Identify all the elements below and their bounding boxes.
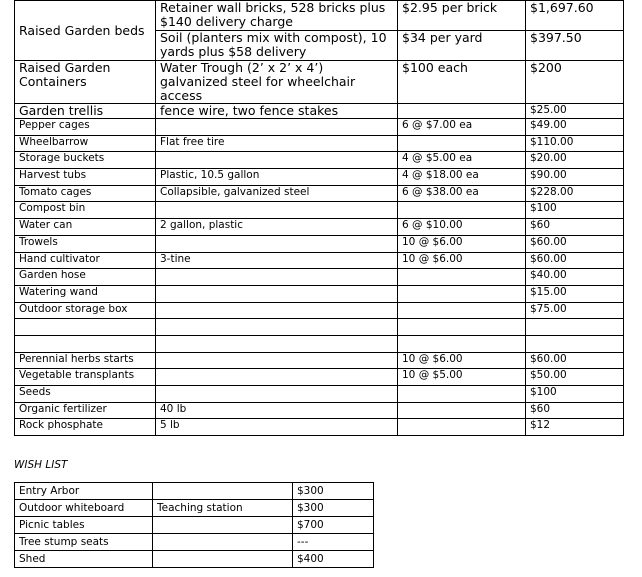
total-cell — [526, 319, 624, 336]
table-row — [15, 235, 624, 252]
description-cell: Flat free tire — [156, 135, 398, 152]
unit-price-cell — [398, 285, 526, 302]
total-cell: $49.00 — [526, 119, 624, 136]
description-cell: Soil (planters mix with compost), 10 yards plus $58 delivery — [156, 31, 398, 61]
description-cell: Water Trough (2’ x 2’ x 4’) galvanized steel for wheelchair access — [156, 61, 398, 104]
description-cell — [156, 119, 398, 136]
total-cell: $15.00 — [526, 285, 624, 302]
unit-price-cell: 4 @ $5.00 ea — [398, 152, 526, 169]
item-cell: Seeds — [15, 386, 156, 403]
wish-description-cell: Teaching station — [153, 500, 293, 517]
table-row — [15, 402, 624, 419]
table-row — [15, 185, 624, 202]
wish-price-cell: $300 — [293, 483, 374, 500]
total-cell: $20.00 — [526, 152, 624, 169]
wish-list-row — [15, 517, 374, 534]
table-row — [15, 386, 624, 403]
item-cell: Storage buckets — [15, 152, 156, 169]
total-cell: $12 — [526, 419, 624, 436]
wish-description-cell — [153, 517, 293, 534]
wish-item-cell: Outdoor whiteboard — [15, 500, 153, 517]
description-cell: 40 lb — [156, 402, 398, 419]
description-cell — [156, 319, 398, 336]
total-cell: $60.00 — [526, 252, 624, 269]
item-cell: Garden hose — [15, 269, 156, 286]
description-cell — [156, 269, 398, 286]
description-cell — [156, 202, 398, 219]
total-cell: $397.50 — [526, 31, 624, 61]
total-cell: $60 — [526, 219, 624, 236]
description-cell — [156, 386, 398, 403]
item-cell: Hand cultivator — [15, 252, 156, 269]
description-cell: fence wire, two fence stakes — [156, 104, 398, 119]
table-row — [15, 152, 624, 169]
total-cell: $110.00 — [526, 135, 624, 152]
table-row — [15, 269, 624, 286]
unit-price-cell — [398, 402, 526, 419]
wish-list-title: WISH LIST — [14, 459, 68, 471]
item-cell: Vegetable transplants — [15, 369, 156, 386]
supply-budget-table — [14, 0, 624, 436]
item-cell: Wheelbarrow — [15, 135, 156, 152]
unit-price-cell — [398, 202, 526, 219]
unit-price-cell — [398, 319, 526, 336]
unit-price-cell — [398, 135, 526, 152]
total-cell: $60.00 — [526, 352, 624, 369]
table-row — [15, 119, 624, 136]
description-cell: 2 gallon, plastic — [156, 219, 398, 236]
table-row — [15, 252, 624, 269]
item-cell: Pepper cages — [15, 119, 156, 136]
total-cell — [526, 335, 624, 352]
unit-price-cell: $2.95 per brick — [398, 1, 526, 31]
item-cell — [15, 319, 156, 336]
description-cell: 5 lb — [156, 419, 398, 436]
unit-price-cell: 6 @ $10.00 — [398, 219, 526, 236]
item-cell: Watering wand — [15, 285, 156, 302]
description-cell: 3-tine — [156, 252, 398, 269]
description-cell — [156, 302, 398, 319]
unit-price-cell: 6 @ $7.00 ea — [398, 119, 526, 136]
wish-list-row — [15, 551, 374, 568]
unit-price-cell: $100 each — [398, 61, 526, 104]
table-row — [15, 352, 624, 369]
item-cell: Perennial herbs starts — [15, 352, 156, 369]
total-cell: $1,697.60 — [526, 1, 624, 31]
unit-price-cell: 10 @ $6.00 — [398, 235, 526, 252]
table-row — [15, 104, 624, 119]
wish-price-cell: --- — [293, 534, 374, 551]
item-cell: Outdoor storage box — [15, 302, 156, 319]
item-cell: Water can — [15, 219, 156, 236]
total-cell: $60.00 — [526, 235, 624, 252]
table-row — [15, 61, 624, 104]
description-cell — [156, 235, 398, 252]
total-cell: $25.00 — [526, 104, 624, 119]
unit-price-cell — [398, 104, 526, 119]
description-cell: Plastic, 10.5 gallon — [156, 169, 398, 186]
table-row — [15, 219, 624, 236]
total-cell: $75.00 — [526, 302, 624, 319]
unit-price-cell: 10 @ $6.00 — [398, 252, 526, 269]
description-cell — [156, 152, 398, 169]
item-cell: Garden trellis — [15, 104, 156, 119]
description-cell — [156, 352, 398, 369]
item-cell: Compost bin — [15, 202, 156, 219]
total-cell: $200 — [526, 61, 624, 104]
item-cell — [15, 335, 156, 352]
unit-price-cell — [398, 302, 526, 319]
table-row — [15, 369, 624, 386]
total-cell: $50.00 — [526, 369, 624, 386]
table-row — [15, 169, 624, 186]
description-cell — [156, 369, 398, 386]
total-cell: $60 — [526, 402, 624, 419]
table-row — [15, 135, 624, 152]
item-cell: Organic fertilizer — [15, 402, 156, 419]
unit-price-cell — [398, 419, 526, 436]
total-cell: $90.00 — [526, 169, 624, 186]
table-row — [15, 1, 624, 31]
wish-list-row — [15, 500, 374, 517]
table-row — [15, 285, 624, 302]
item-cell: Raised Garden beds — [15, 1, 156, 61]
total-cell: $228.00 — [526, 185, 624, 202]
unit-price-cell — [398, 269, 526, 286]
item-cell: Rock phosphate — [15, 419, 156, 436]
table-row — [15, 335, 624, 352]
description-cell: Collapsible, galvanized steel — [156, 185, 398, 202]
total-cell: $100 — [526, 202, 624, 219]
total-cell: $100 — [526, 386, 624, 403]
unit-price-cell — [398, 335, 526, 352]
description-cell: Retainer wall bricks, 528 bricks plus $140 delivery charge — [156, 1, 398, 31]
table-row — [15, 419, 624, 436]
wish-description-cell — [153, 551, 293, 568]
wish-price-cell: $400 — [293, 551, 374, 568]
unit-price-cell: 6 @ $38.00 ea — [398, 185, 526, 202]
unit-price-cell: 4 @ $18.00 ea — [398, 169, 526, 186]
wish-item-cell: Tree stump seats — [15, 534, 153, 551]
wish-list-row — [15, 483, 374, 500]
wish-list-table — [14, 482, 374, 568]
wish-list-row — [15, 534, 374, 551]
table-row — [15, 202, 624, 219]
unit-price-cell — [398, 386, 526, 403]
unit-price-cell: 10 @ $5.00 — [398, 369, 526, 386]
description-cell — [156, 285, 398, 302]
wish-price-cell: $700 — [293, 517, 374, 534]
wish-item-cell: Entry Arbor — [15, 483, 153, 500]
unit-price-cell: 10 @ $6.00 — [398, 352, 526, 369]
item-cell: Raised Garden Containers — [15, 61, 156, 104]
wish-price-cell: $300 — [293, 500, 374, 517]
total-cell: $40.00 — [526, 269, 624, 286]
description-cell — [156, 335, 398, 352]
unit-price-cell: $34 per yard — [398, 31, 526, 61]
table-row — [15, 302, 624, 319]
wish-description-cell — [153, 534, 293, 551]
wish-description-cell — [153, 483, 293, 500]
item-cell: Tomato cages — [15, 185, 156, 202]
item-cell: Trowels — [15, 235, 156, 252]
table-row — [15, 319, 624, 336]
wish-item-cell: Picnic tables — [15, 517, 153, 534]
wish-item-cell: Shed — [15, 551, 153, 568]
item-cell: Harvest tubs — [15, 169, 156, 186]
